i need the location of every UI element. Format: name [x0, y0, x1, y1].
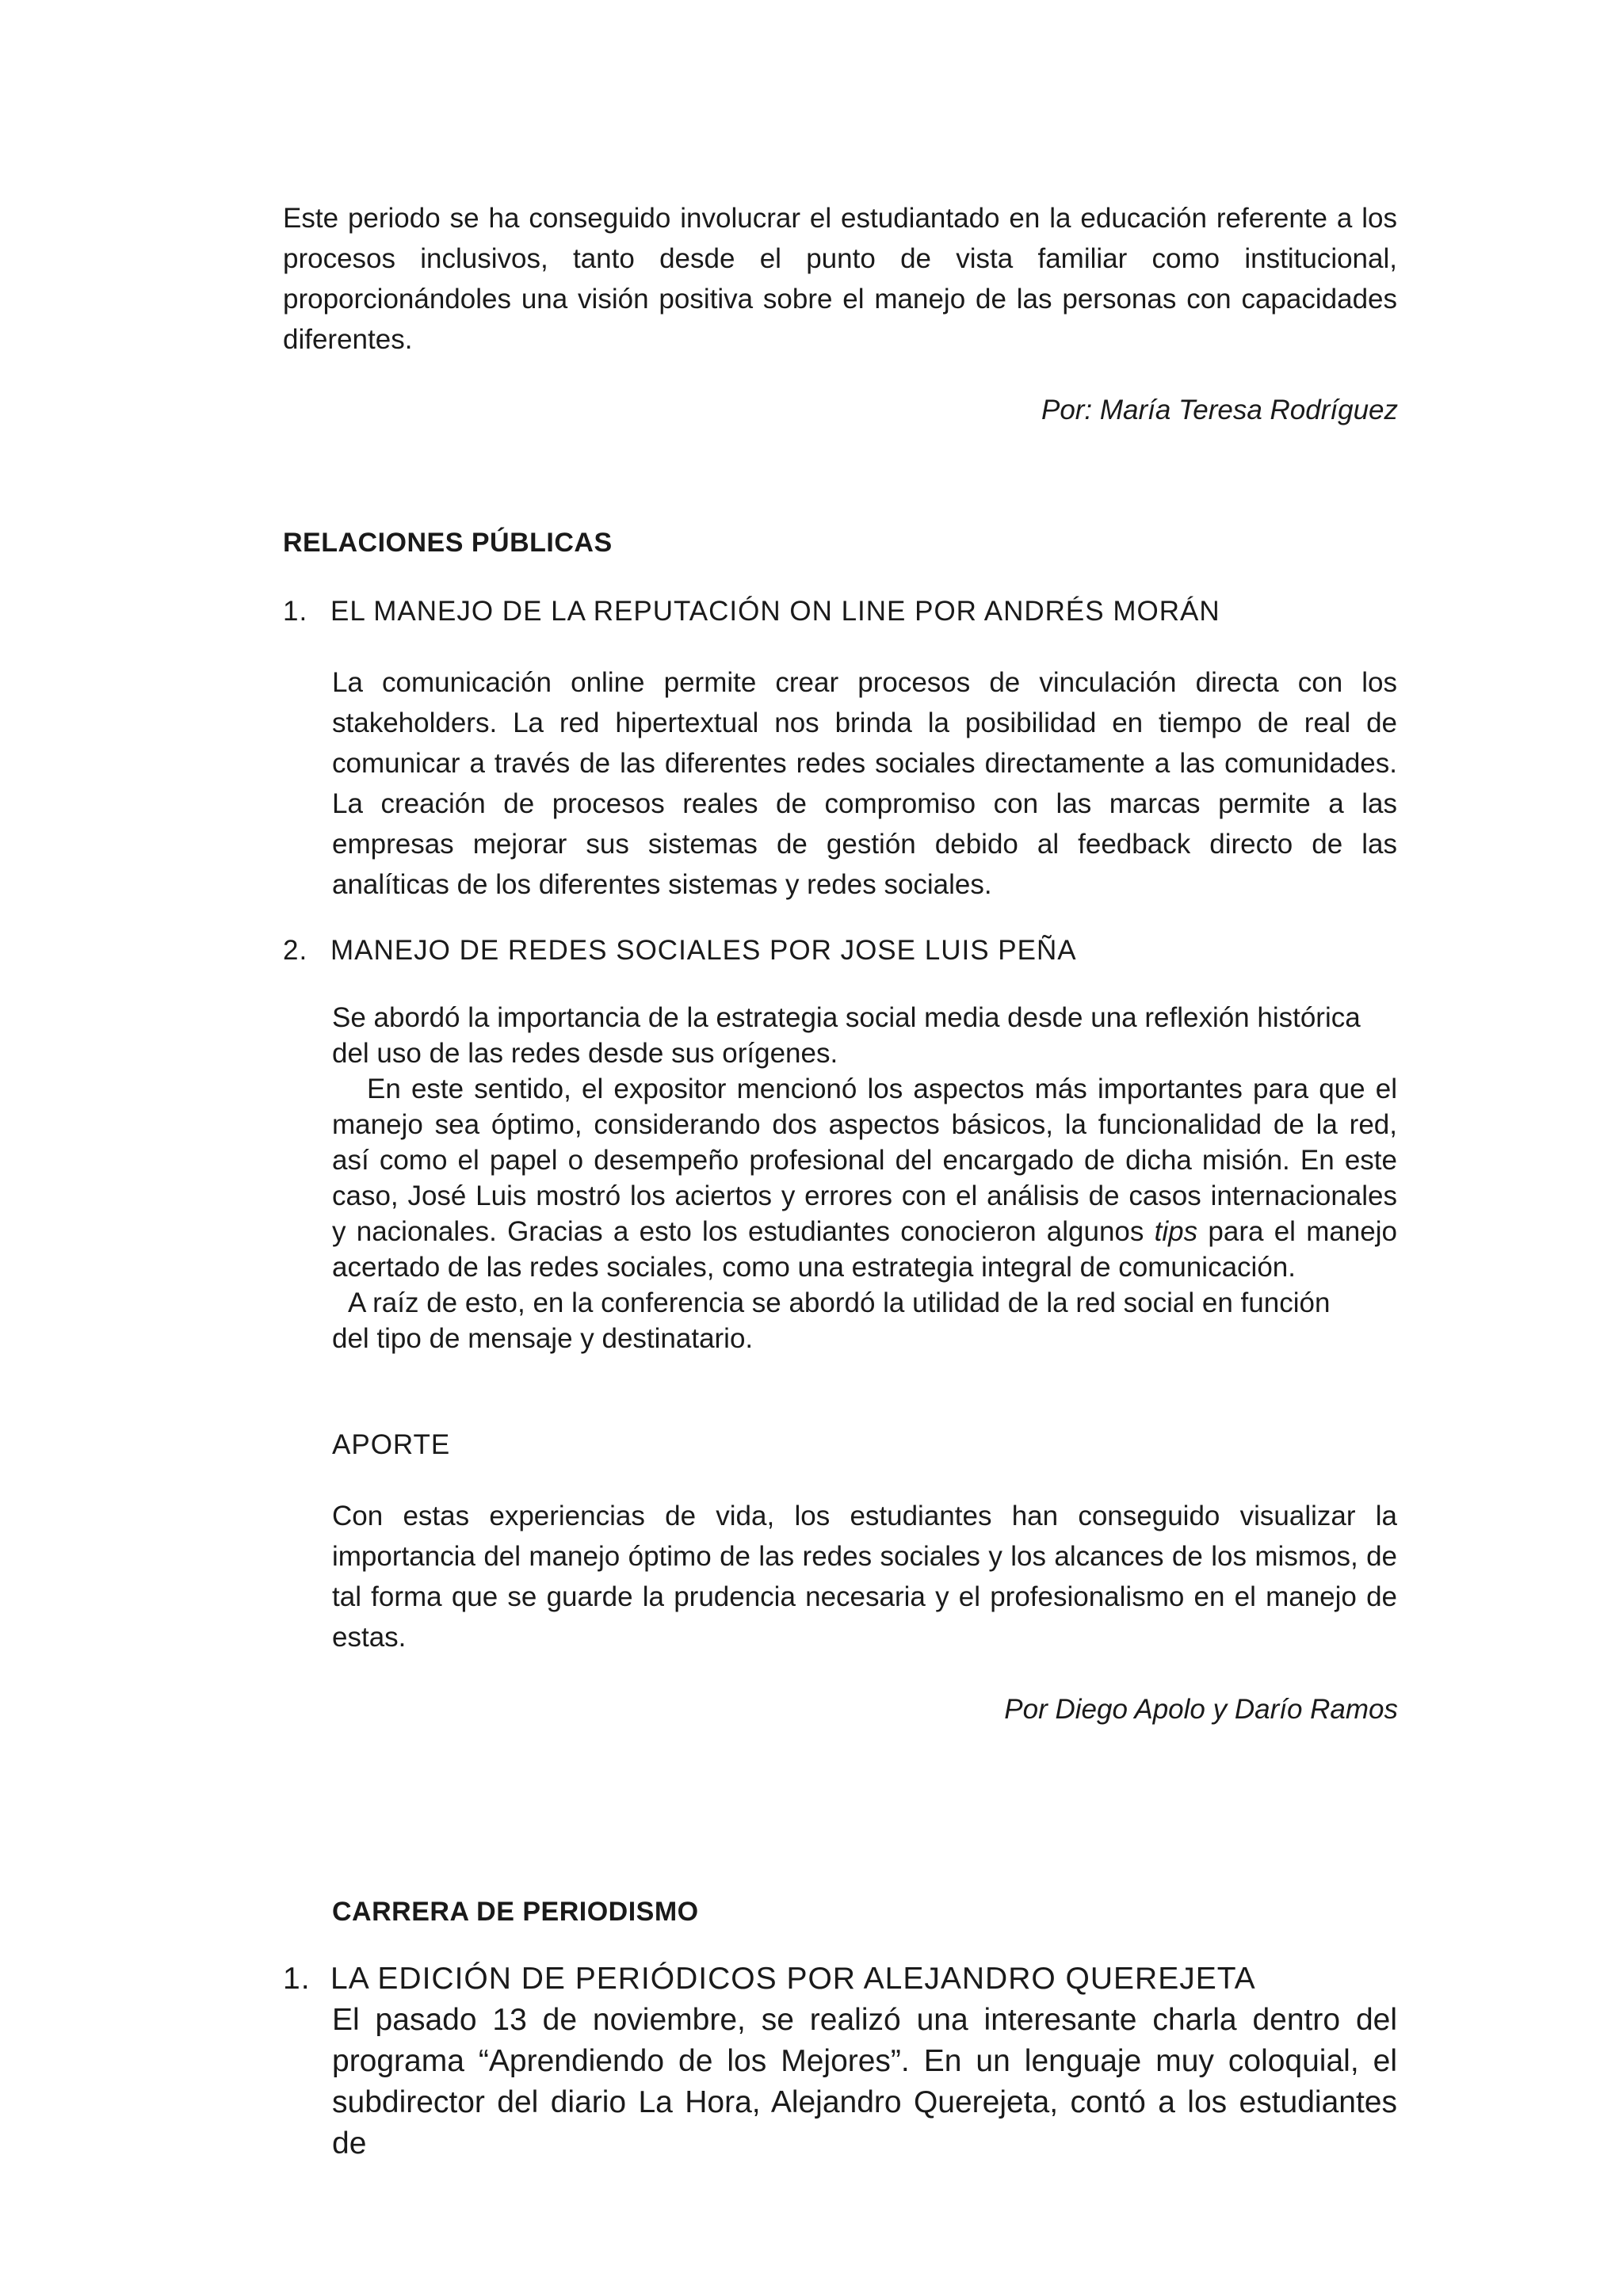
paragraph-text: En este sentido, el expositor mencionó los aspectos más importantes para que el manejo sea óptimo, considerando dos aspectos básicos, la funcionalidad de la red, así como el papel o desempeño profesional del encargado de dicha misión. En este caso, José Luis mostró los aciertos y errores con el análisis de casos internacionales y nacionales. Gracias a esto los estudiantes conocieron algunos — [332, 1074, 1397, 1247]
intro-paragraph: Este periodo se ha conseguido involucrar el estudiantado en la educación referente a los procesos inclusivos, tanto desde el punto de vista familiar como institucional, proporcionándoles una visión positiva sobre el manejo de las personas con capacidades diferentes. — [283, 203, 1397, 355]
relaciones-item-1-body: La comunicación online permite crear procesos de vinculación directa con los stakeholders. La red hipertextual nos brinda la posibilidad en tiempo de real de comunicar a través de las diferentes redes sociales directamente a las comunidades. La creación de procesos reales de compromiso con las marcas permite a las empresas mejorar sus sistemas de gestión debido al feedback directo de las analíticas de los diferentes sistemas y redes sociales. — [332, 667, 1397, 900]
aporte-byline: Por Diego Apolo y Darío Ramos — [1004, 1694, 1398, 1725]
item-number: 1. — [283, 1962, 311, 1996]
relaciones-item-2-paragraph-2 — [332, 1071, 1397, 1285]
emphasis-tips: tips — [1154, 1216, 1198, 1247]
section-heading-relaciones: RELACIONES PÚBLICAS — [283, 528, 613, 558]
relaciones-item-1-title — [283, 596, 1397, 631]
paragraph-text: para el manejo acertado de las redes sociales, como una estrategia integral de comunicación. — [332, 1216, 1397, 1283]
item-title: EL MANEJO DE LA REPUTACIÓN ON LINE POR ANDRÉS MORÁN — [330, 596, 1220, 627]
relaciones-item-2-paragraph-1: Se abordó la importancia de la estrategia social media desde una reflexión histórica del uso de las redes desde sus orígenes. — [332, 1002, 1361, 1069]
section-heading-periodismo: CARRERA DE PERIODISMO — [332, 1897, 699, 1927]
relaciones-item-2-title — [283, 935, 1397, 971]
item-title: MANEJO DE REDES SOCIALES POR JOSE LUIS PEÑA — [330, 935, 1077, 966]
periodismo-item-1-body: El pasado 13 de noviembre, se realizó una interesante charla dentro del programa “Aprendiendo de los Mejores”. En un lenguaje muy coloquial, el subdirector del diario La Hora, Alejandro Querejeta, contó a los estudiantes de — [332, 2003, 1397, 2161]
item-title: LA EDICIÓN DE PERIÓDICOS POR ALEJANDRO QUEREJETA — [330, 1962, 1256, 1996]
aporte-heading: APORTE — [332, 1429, 451, 1460]
intro-byline: Por: María Teresa Rodríguez — [1041, 395, 1398, 425]
item-number: 1. — [283, 596, 308, 627]
periodismo-item-1-title — [283, 1958, 1397, 2000]
item-number: 2. — [283, 935, 308, 966]
relaciones-item-2-paragraph-3: A raíz de esto, en la conferencia se abordó la utilidad de la red social en función del tipo de mensaje y destinatario. — [332, 1287, 1331, 1354]
aporte-body: Con estas experiencias de vida, los estudiantes han conseguido visualizar la importancia del manejo óptimo de las redes sociales y los alcances de los mismos, de tal forma que se guarde la prudencia necesaria y el profesionalismo en el manejo de estas. — [332, 1501, 1397, 1653]
